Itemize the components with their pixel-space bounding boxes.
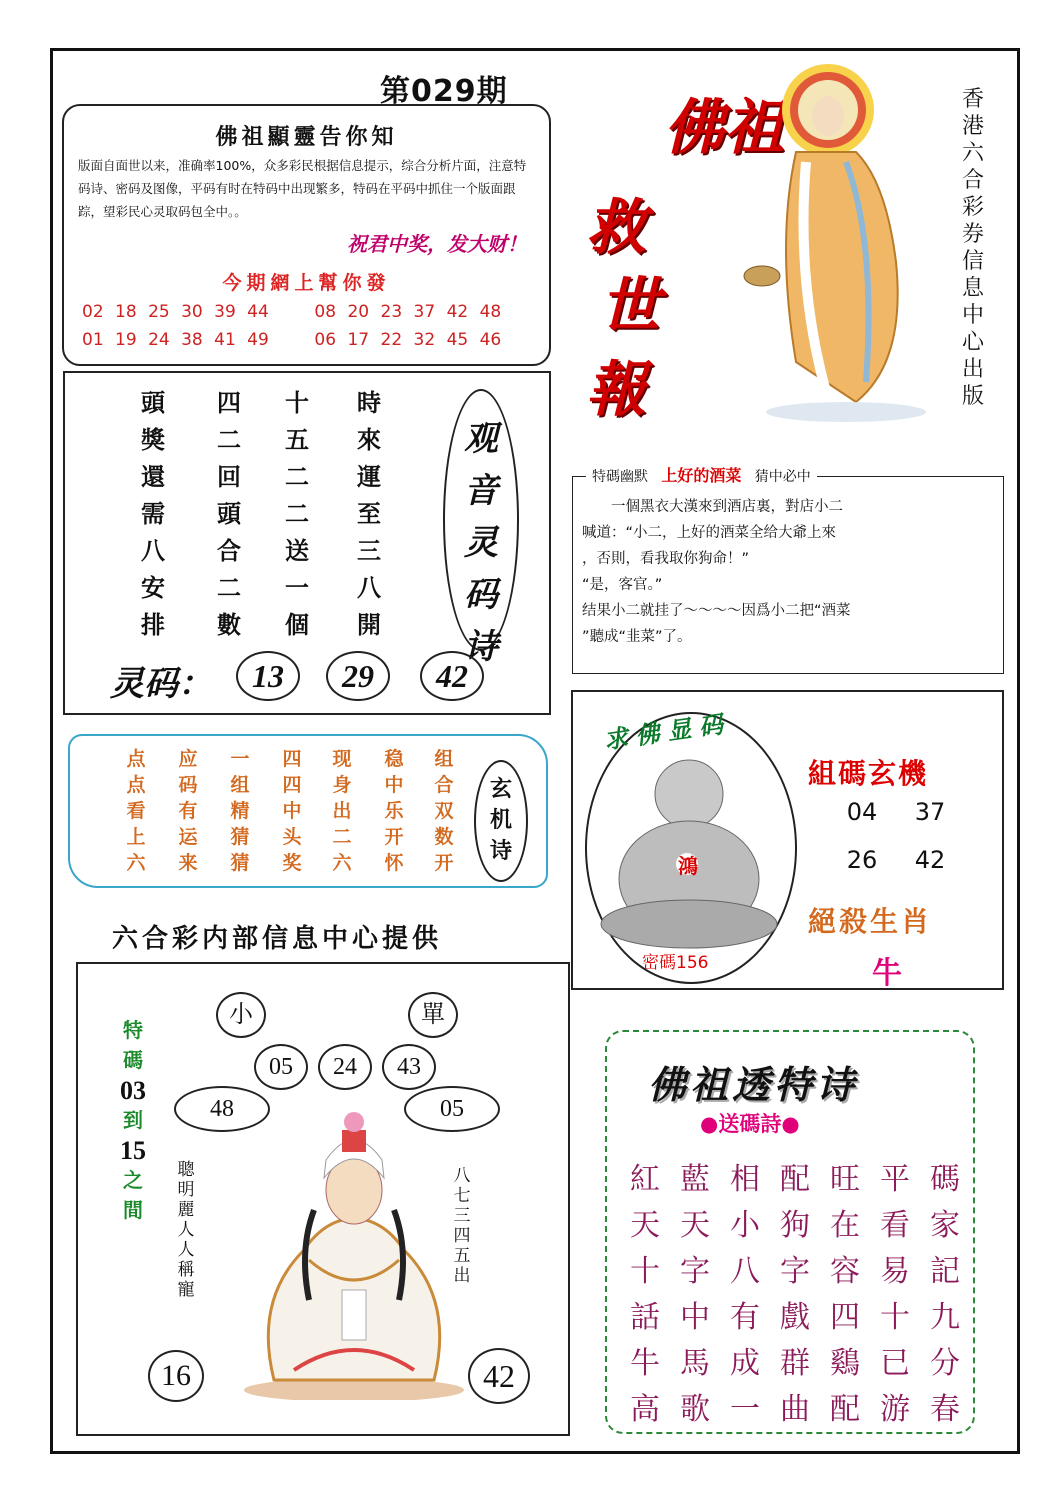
special-poem-row: 牛馬成群鷄已分 [630,1346,980,1381]
verse-char: 寵 [177,1280,195,1300]
publisher-side-text [958,86,988,410]
side-char: 彩 [961,195,984,220]
joke-line: 一個黑衣大漢來到酒店裏，對店小二 [582,499,843,515]
poem-char: 二 [217,425,241,454]
top-number: 05 [254,1044,308,1090]
xuanji-char: 头 [282,826,302,848]
verse-char: 聰 [177,1160,195,1180]
poem-char: 二 [285,499,309,528]
xuanji-char: 双 [434,800,454,822]
verse-char: 明 [177,1180,195,1200]
poem-char: 需 [141,499,165,528]
poem-char: 回 [217,462,241,491]
tema-item: 特 [123,1020,143,1042]
xuanji-char: 六 [126,852,146,874]
verse-char: 七 [453,1186,471,1206]
xuanji-char: 点 [126,748,146,770]
joke-header [586,463,817,486]
special-poem-row: 話中有戲四十九 [630,1300,980,1335]
xuanji-title-char: 诗 [489,839,512,864]
side-char: 心 [961,330,984,355]
tema-item: 15 [120,1136,146,1165]
poem-char: 八 [141,536,165,565]
special-poem-row: 天天小狗在看家 [630,1208,980,1243]
poem-title-oval [443,389,519,667]
numbers-row-2: 01 19 24 38 41 49 06 17 22 32 45 46 [82,330,502,350]
joke-label-mid: 上好的酒菜 [661,466,742,485]
xuanji-column [374,746,414,876]
xuanji-char: 点 [126,774,146,796]
poem-oval-char: 码 [464,575,498,615]
poem-char: 二 [285,462,309,491]
xuanji-char: 猜 [230,852,250,874]
xuanji-char: 奖 [282,852,302,874]
poem-char: 個 [285,610,309,639]
joke-line: ”聽成“韭菜”了。 [582,629,692,645]
zuma-number: 37 [914,798,946,826]
poem-column [204,384,254,643]
poem-char: 頭 [217,499,241,528]
xuanji-char: 怀 [384,852,404,874]
side-char: 六 [961,141,984,166]
poem-char: 獎 [141,425,165,454]
special-poem-title: 佛祖透特诗 [648,1063,859,1107]
xuanji-char: 组 [434,748,454,770]
poem-oval-title [445,413,517,673]
poem-char: 數 [217,610,241,639]
bottom-left-number: 16 [148,1350,204,1402]
buddha-seal: 鴻 [678,854,698,878]
xuanji-char: 应 [178,748,198,770]
top-number: 24 [318,1044,372,1090]
tema-item: 之 [123,1170,143,1192]
verse-char: 人 [177,1240,195,1260]
xuanji-title-char: 玄 [489,777,512,802]
xuanji-column [424,746,464,876]
title-char: 救 [586,193,646,263]
poem-column [272,384,322,643]
poem-char: 二 [217,573,241,602]
xuanji-char: 乐 [384,800,404,822]
xuanji-column [272,746,312,876]
notice-title: 佛祖顯靈告你知 [215,125,398,150]
side-char: 信 [961,249,984,274]
poem-char: 三 [357,536,381,565]
notice-subtitle: 今期網上幫你發 [222,272,391,294]
poem-char: 安 [141,573,165,602]
xuanji-title-oval [474,760,528,882]
mima-text: 密碼156 [642,953,709,973]
poem-column [128,384,178,643]
notice-wish: 祝君中奖，发大财！ [347,232,527,256]
verse-char: 麗 [177,1200,195,1220]
xuanji-char: 合 [434,774,454,796]
zuma-number: 26 [846,846,878,874]
special-poem-sub: ●送碼詩● [700,1112,800,1136]
verse-char: 稱 [177,1260,195,1280]
tema-item: 間 [123,1200,143,1222]
xuanji-title [476,774,526,867]
xuanji-char: 上 [126,826,146,848]
jusha-value: 牛 [872,956,902,991]
xuanji-char: 一 [230,748,250,770]
lingma-number: 13 [236,651,300,701]
verse-char: 四 [453,1226,471,1246]
side-char: 香 [961,87,984,112]
title-char: 報 [586,355,646,425]
poem-char: 一 [285,573,309,602]
side-char: 息 [961,276,984,301]
xuanji-char: 来 [178,852,198,874]
zuma-number: 42 [914,846,946,874]
tema-item: 到 [123,1110,143,1132]
xuanji-char: 有 [178,800,198,822]
side-char: 合 [961,168,984,193]
xuanji-char: 中 [384,774,404,796]
notice-text: 版面自面世以来，准确率100%，众多彩民根据信息提示，综合分析片面，注意特码诗、密码及图像，平码有时在特码中出现繁多，特码在平码中抓住一个版面跟踪，望彩民心灵取码包全中。。 [78,158,527,219]
side-char: 中 [961,303,984,328]
xuanji-char: 看 [126,800,146,822]
guanyin-seated-image [214,1100,494,1400]
poem-char: 開 [357,610,381,639]
poem-column [344,384,394,643]
left-verse [176,1160,196,1300]
poem-char: 排 [141,610,165,639]
small-ball: 小 [216,992,266,1038]
buddha-standing-image [736,62,956,424]
provider-text: 六合彩内部信息中心提供 [112,924,443,954]
poem-char: 八 [357,573,381,602]
xuanji-char: 码 [178,774,198,796]
joke-text [582,494,996,650]
xuanji-char: 六 [332,852,352,874]
special-poem-row: 高歌一曲配游春 [630,1392,980,1427]
lingma-number: 42 [420,651,484,701]
xuanji-char: 开 [384,826,404,848]
lingma-number: 29 [326,651,390,701]
buddha-code-head: 求佛显码 [602,709,733,755]
poem-oval-char: 音 [464,471,498,511]
lingma-label: 灵码： [110,664,212,704]
verse-char: 八 [453,1166,471,1186]
xuanji-char: 四 [282,748,302,770]
joke-line: “是，客官。” [582,577,663,593]
xuanji-char: 二 [332,826,352,848]
poem-char: 來 [357,425,381,454]
zuma-title: 組碼玄機 [808,757,929,790]
issue-number: 第029期 [380,74,508,109]
laughing-buddha-image [587,714,795,982]
poem-char: 還 [141,462,165,491]
side-char: 券 [961,222,984,247]
tema-item: 碼 [123,1050,143,1072]
xuanji-title-char: 机 [489,808,512,833]
joke-line: 结果小二就挂了～～～～因爲小二把“酒菜 [582,603,851,619]
xuanji-char: 开 [434,852,454,874]
tema-range [112,1016,154,1226]
xuanji-column [168,746,208,876]
xuanji-char: 稳 [384,748,404,770]
poem-char: 五 [285,425,309,454]
bottom-right-number: 42 [468,1348,530,1404]
poem-char: 四 [217,388,241,417]
side-char: 出 [961,357,984,382]
title-char: 世 [600,271,660,341]
numbers-row-1: 02 18 25 30 39 44 08 20 23 37 42 48 [82,302,502,322]
xuanji-char: 出 [332,800,352,822]
xuanji-column [220,746,260,876]
xuanji-char: 组 [230,774,250,796]
joke-line: 喊道：“小二，上好的酒菜全给大爺上來 [582,525,837,541]
single-ball: 單 [408,992,458,1038]
title-fozu: 佛祖 [664,93,784,163]
jusha-title: 絕殺生肖 [808,905,933,938]
xuanji-column [322,746,362,876]
poem-oval-char: 观 [464,419,498,459]
joke-label-right: 猜中必中 [754,469,811,485]
side-char: 港 [961,114,984,139]
xuanji-char: 中 [282,800,302,822]
poem-oval-char: 诗 [464,627,498,667]
joke-label-left: 特碼幽默 [592,469,648,485]
joke-line: ，否則，看我取你狗命！” [582,551,750,567]
side-char: 版 [961,384,984,409]
poem-char: 合 [217,536,241,565]
top-number: 43 [382,1044,436,1090]
special-poem-row: 十字八字容易記 [630,1254,980,1289]
zuma-number: 04 [846,798,878,826]
xuanji-char: 身 [332,774,352,796]
xuanji-char: 现 [332,748,352,770]
xuanji-column [116,746,156,876]
poem-char: 至 [357,499,381,528]
xuanji-char: 四 [282,774,302,796]
special-poem-row: 紅藍相配旺平碼 [630,1162,980,1197]
verse-char: 人 [177,1220,195,1240]
notice-box [62,104,551,366]
verse-char: 出 [453,1266,471,1286]
right-oval-number: 05 [404,1086,500,1132]
verse-char: 三 [453,1206,471,1226]
xuanji-char: 猜 [230,826,250,848]
xuanji-char: 运 [178,826,198,848]
tema-item: 03 [120,1076,146,1105]
poem-char: 時 [357,388,381,417]
poem-char: 頭 [141,388,165,417]
xuanji-char: 精 [230,800,250,822]
poem-char: 送 [285,536,309,565]
poem-char: 十 [285,388,309,417]
poem-char: 運 [357,462,381,491]
left-oval-number: 48 [174,1086,270,1132]
verse-char: 五 [453,1246,471,1266]
xuanji-char: 数 [434,826,454,848]
poem-oval-char: 灵 [464,523,498,563]
